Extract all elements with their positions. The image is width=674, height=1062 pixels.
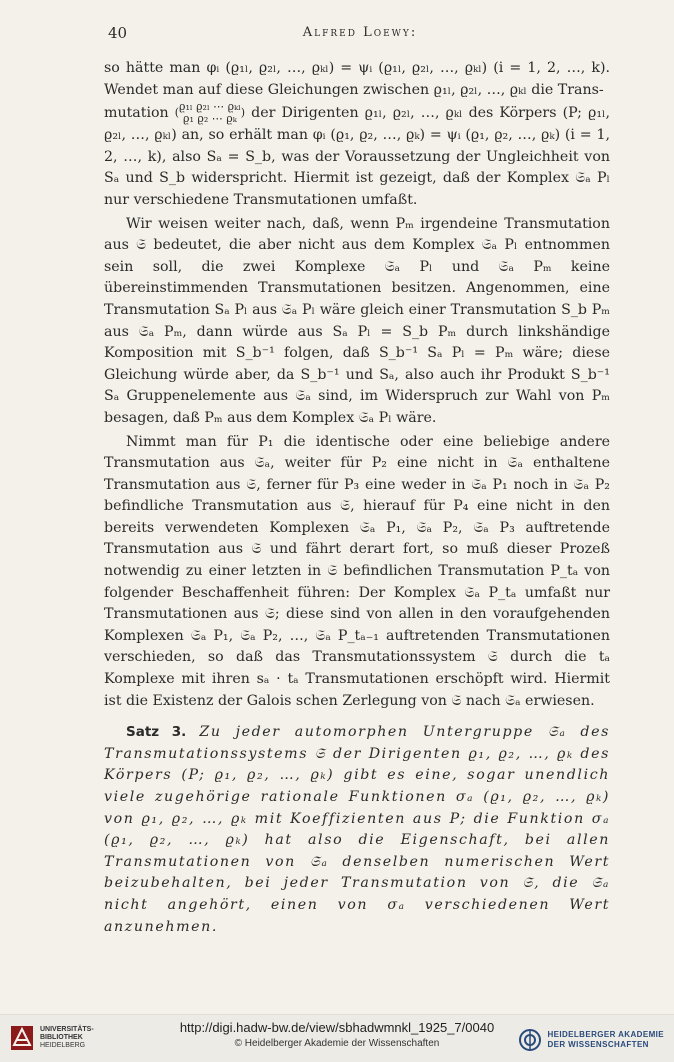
theorem-label: Satz 3. xyxy=(126,724,187,741)
library-line-1: UNIVERSITÄTS- xyxy=(40,1026,94,1033)
copyright-notice: © Heidelberger Akademie der Wissenschaften xyxy=(234,1038,440,1049)
paragraph-1: so hätte man φᵢ (ϱ₁ₗ, ϱ₂ₗ, …, ϱₖₗ) = ψᵢ (ϱ₁ₗ, ϱ₂ₗ, …, ϱₖₗ) (i = 1, 2, …, k). Wendet man auf diese Gleichungen zwischen ϱ₁ₗ, ϱ₂ₗ, …, ϱₖₗ die Trans- xyxy=(104,60,610,98)
permalink-url[interactable]: http://digi.hadw-bw.de/view/sbhadwmnkl_1925_7/0040 xyxy=(179,1020,495,1035)
mutation-word: mutation xyxy=(104,105,169,122)
paragraph-2 xyxy=(104,101,610,211)
paragraph-2-text: der Dirigenten ϱ₁ₗ, ϱ₂ₗ, …, ϱₖₗ des Körpers (P; ϱ₁ₗ, ϱ₂ₗ, …, ϱₖₗ) an, so erhält man φᵢ (ϱ₁, ϱ₂, …, ϱₖ) = ψᵢ (ϱ₁, ϱ₂, …, ϱₖ) (i = 1, 2, …, k), also Sₐ = S_b, was der Voraussetzung der Ungleichheit von Sₐ und S_b widerspricht. Hiermit ist gezeigt, daß der Komplex 𝔖ₐ Pₗ nur verschiedene Transmutationen umfaßt. xyxy=(104,105,610,208)
page-number: 40 xyxy=(108,24,128,42)
text-body xyxy=(104,58,610,938)
theorem-3 xyxy=(104,722,610,938)
running-head: Alfred Loewy: xyxy=(302,25,418,40)
theorem-text: Zu jeder automorphen Untergruppe 𝔖ₐ des Transmutationssystems 𝔖 der Dirigenten ϱ₁, ϱ₂, …, ϱₖ des Körpers (P; ϱ₁, ϱ₂, …, ϱₖ) gibt es eine, sogar unendlich viele zugehörige rationale Funktionen σₐ (ϱ₁, ϱ₂, …, ϱₖ) von ϱ₁, ϱ₂, …, ϱₖ mit Koeffizienten aus P; die Funktion σₐ (ϱ₁, ϱ₂, …, ϱₖ) hat also die Eigenschaft, bei allen Transmutationen von 𝔖ₐ denselben numerischen Wert beizubehalten, bei jeder Transmutation von 𝔖, die 𝔖ₐ nicht angehört, einen von σₐ verschiedenen Wert anzunehmen. xyxy=(104,724,610,935)
matrix-top-row: ϱ₁ₗ ϱ₂ₗ ⋯ ϱₖₗ xyxy=(179,100,241,114)
paragraph-4: Nimmt man für P₁ die identische oder eine beliebige andere Transmutation aus 𝔖ₐ, weiter für P₂ eine nicht in 𝔖ₐ enthaltene Transmutation aus 𝔖, ferner für P₃ eine weder in 𝔖ₐ P₁ noch in 𝔖ₐ P₂ befindliche Transmutation aus 𝔖, hierauf für P₄ eine nicht in den bereits verwendeten Komplexen 𝔖ₐ P₁, 𝔖ₐ P₂, 𝔖ₐ P₃ auftretende Transmutation aus 𝔖 und fährt derart fort, so muß dieser Prozeß notwendig zu einer letzten in 𝔖 befindlichen Transmutation P_tₐ von folgender Beschaffenheit führen: Der Komplex 𝔖ₐ P_tₐ umfaßt nur Transmutationen aus 𝔖; diese sind von allen in den voraufgehenden Komplexen 𝔖ₐ P₁, 𝔖ₐ P₂, …, 𝔖ₐ P_tₐ₋₁ auftretenden Transmutationen verschieden, so daß das Transmutationssystem 𝔖 durch die tₐ Komplexe mit ihren sₐ · tₐ Transmutationen erschöpft wird. Hiermit ist die Existenz der Galois schen Zerlegung von 𝔖 nach 𝔖ₐ erwiesen. xyxy=(104,433,610,709)
paragraph-3: Wir weisen weiter nach, daß, wenn Pₘ irgendeine Transmutation aus 𝔖 bedeutet, die aber nicht aus dem Komplex 𝔖ₐ Pₗ entnommen sein soll, die zwei Komplexe 𝔖ₐ Pₗ und 𝔖ₐ Pₘ keine übereinstimmenden Transmutationen besitzen. Angenommen, eine Transmutation Sₐ Pₗ aus 𝔖ₐ Pₗ wäre gleich einer Transmutation S_b Pₘ aus 𝔖ₐ Pₘ, dann würde aus Sₐ Pₗ = S_b Pₘ durch linkshändige Komposition mit S_b⁻¹ folgen, daß S_b⁻¹ Sₐ Pₗ = Pₘ wäre; diese Gleichung würde aber, da S_b⁻¹ und Sₐ, also auch ihr Produkt S_b⁻¹ Sₐ Gruppenelemente aus 𝔖ₐ sind, im Widerspruch zur Wahl von Pₘ besagen, daß Pₘ aus dem Komplex 𝔖ₐ Pₗ wäre. xyxy=(104,215,610,426)
academy-emblem-icon xyxy=(519,1029,541,1051)
matrix-bottom-row: ϱ₁ ϱ₂ ⋯ ϱₖ xyxy=(183,112,237,126)
academy-logo[interactable] xyxy=(519,1029,664,1051)
academy-line-2: DER WISSENSCHAFTEN xyxy=(547,1040,649,1049)
footer-band xyxy=(0,1014,674,1062)
academy-line-1: HEIDELBERGER AKADEMIE xyxy=(547,1030,664,1039)
library-line-3: HEIDELBERG xyxy=(40,1042,86,1049)
transmutation-matrix: ( ϱ₁ₗ ϱ₂ₗ ⋯ ϱₖₗ ϱ₁ ϱ₂ ⋯ ϱₖ ) xyxy=(174,100,246,126)
page-header xyxy=(108,24,612,46)
library-line-2: BIBLIOTHEK xyxy=(40,1034,83,1041)
